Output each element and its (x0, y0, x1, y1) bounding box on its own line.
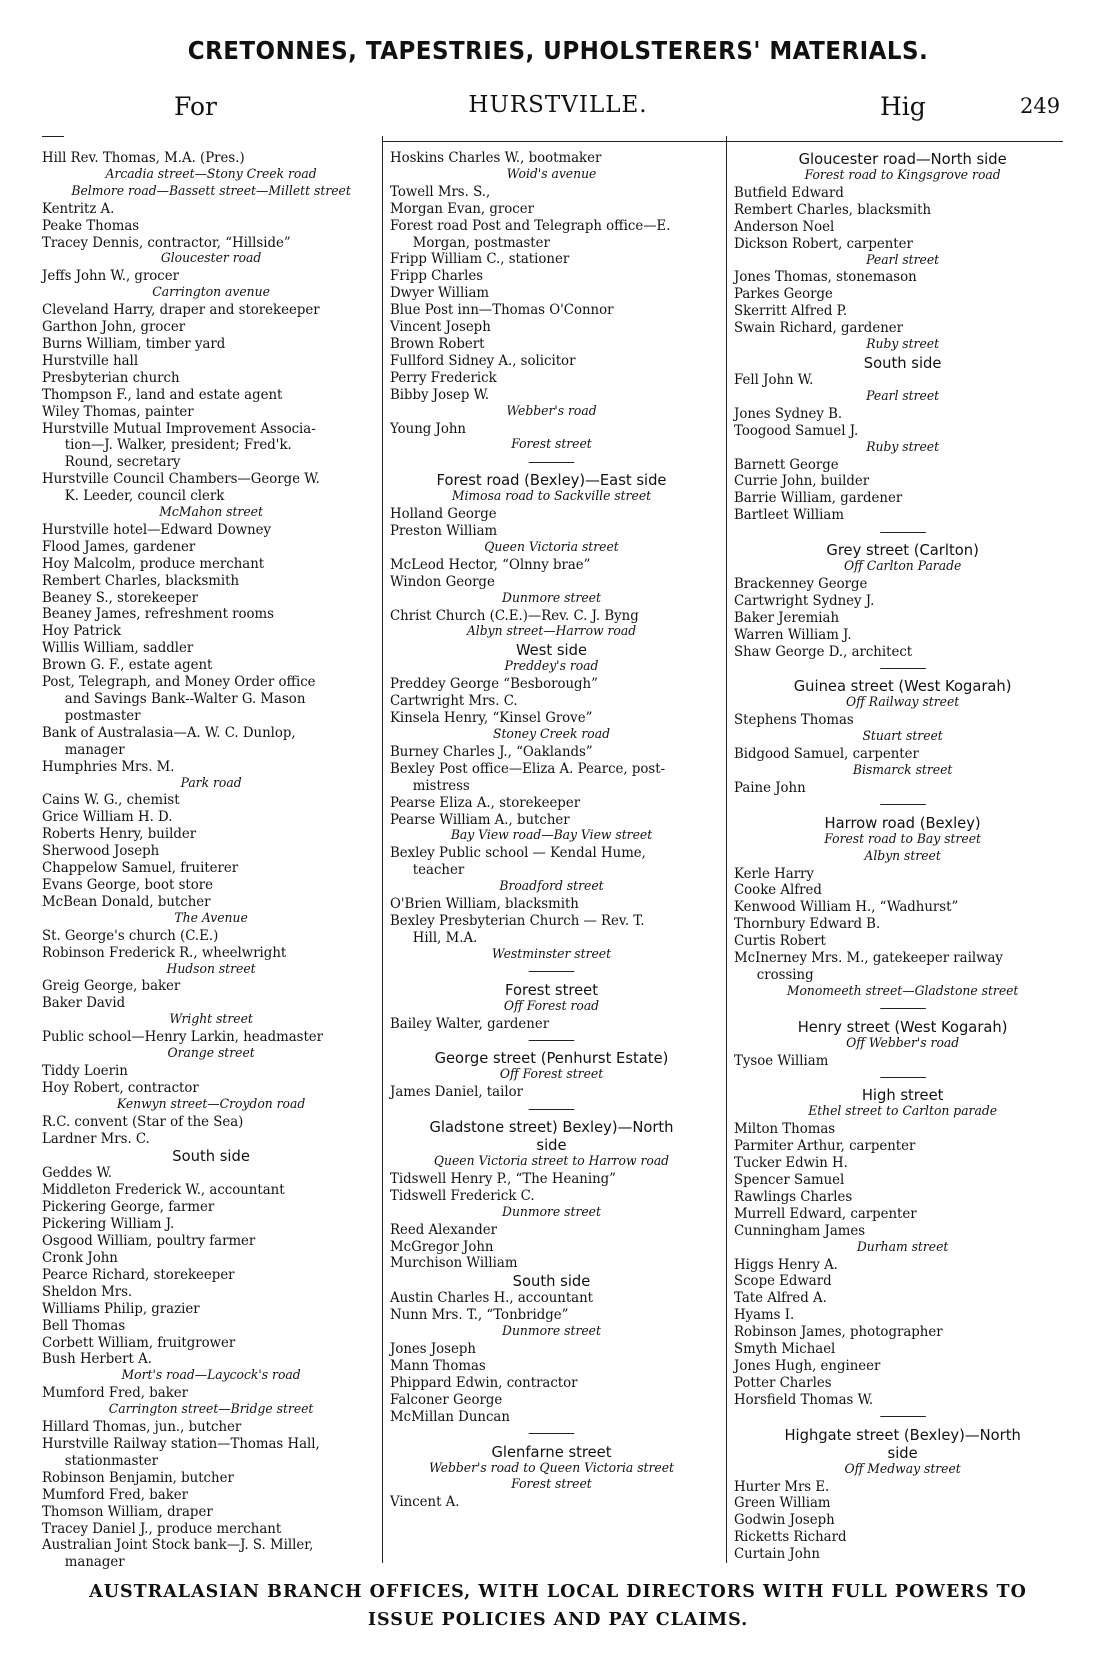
continuation-line: and Savings Bank--Walter G. Mason (64, 691, 306, 707)
section-heading: Forest road (Bexley)—East side (436, 471, 667, 490)
continuation-line: manager (64, 741, 125, 758)
directory-entry: Baker David (42, 995, 126, 1012)
directory-entry: Jones Hugh, engineer (734, 1358, 881, 1374)
directory-entry: Toogood Samuel J. (734, 422, 859, 439)
street-subheading: Durham street (856, 1239, 949, 1255)
street-subheading: Forest road to Bay street (824, 831, 981, 847)
directory-entry: Rembert Charles, blacksmith (734, 201, 932, 218)
street-subheading: Off Forest road (503, 998, 600, 1014)
directory-entry: McBean Donald, butcher (42, 893, 211, 910)
continuation-line: stationmaster (64, 1452, 159, 1469)
section-heading: Gloucester road—North side (798, 150, 1007, 168)
directory-entry: Hillard Thomas, jun., butcher (42, 1419, 242, 1436)
street-subheading: Queen Victoria street (484, 539, 619, 555)
directory-entry: Nunn Mrs. T., “Tonbridge” (390, 1307, 569, 1324)
column-divider-2 (726, 136, 727, 1563)
directory-entry: Beaney S., storekeeper (42, 589, 199, 606)
section-rule (390, 964, 713, 981)
directory-entry: Thompson F., land and estate agent (42, 386, 283, 403)
directory-entry: Rembert Charles, blacksmith (42, 572, 240, 589)
directory-entry: Jones Sydney B. (734, 405, 843, 422)
directory-entry: Ricketts Richard (734, 1529, 847, 1546)
section-heading: South side (512, 1272, 591, 1291)
directory-entry: Brown Robert (390, 335, 485, 352)
street-subheading: Monomeeth street—Gladstone street (786, 983, 1019, 999)
directory-entry: Barnett George (734, 456, 839, 473)
directory-entry: Vincent Joseph (390, 319, 491, 336)
street-subheading: Ethel street to Carlton parade (808, 1104, 998, 1120)
directory-entry: Reed Alexander (390, 1221, 497, 1238)
directory-entry: Bank of Australasia—A. W. C. Dunlop, (42, 724, 296, 741)
directory-entry: Bartleet William (734, 507, 844, 524)
directory-entry: Stephens Thomas (734, 712, 854, 729)
header-short-rule (42, 136, 64, 137)
section-rule (734, 524, 1071, 541)
section-rule (390, 1426, 713, 1443)
continuation-line: teacher (412, 862, 465, 879)
directory-entry: Parkes George (734, 286, 833, 303)
directory-entry: Warren William J. (734, 626, 852, 643)
section-rule (734, 797, 1071, 814)
directory-entry: Sheldon Mrs. (42, 1283, 133, 1300)
directory-entry: McMillan Duncan (390, 1408, 510, 1425)
street-subheading: Dunmore street (502, 1204, 601, 1220)
section-rule (734, 1001, 1071, 1018)
directory-entry: Falconer George (390, 1391, 503, 1408)
directory-entry: Higgs Henry A. (734, 1256, 838, 1273)
street-subheading: Carrington street—Bridge street (108, 1402, 314, 1418)
section-heading: Highgate street (Bexley)—North (784, 1425, 1021, 1444)
directory-entry: Tysoe William (734, 1052, 829, 1069)
section-heading: Harrow road (Bexley) (824, 813, 981, 832)
directory-entry: O'Brien William, blacksmith (390, 896, 579, 913)
directory-entry: Cains W. G., chemist (42, 792, 180, 809)
directory-entry: Thornbury Edward B. (734, 916, 881, 933)
directory-entry: Middleton Frederick W., accountant (42, 1182, 285, 1199)
directory-entry: Paine John (734, 779, 806, 796)
banner-title: CRETONNES, TAPESTRIES, UPHOLSTERERS' MATERIALS. (187, 36, 929, 65)
section-rule (390, 454, 713, 471)
rule-mark (880, 668, 926, 669)
directory-entry: McInerney Mrs. M., gatekeeper railway (734, 950, 1003, 967)
directory-entry: Spencer Samuel (734, 1172, 845, 1189)
directory-entry: Tidswell Frederick C. (390, 1187, 535, 1204)
directory-entry: Bexley Public school — Kendal Hume, (390, 845, 646, 862)
directory-entry: Barrie William, gardener (734, 490, 903, 507)
directory-entry: Grice William H. D. (42, 809, 173, 826)
directory-entry: Mann Thomas (390, 1358, 486, 1374)
section-heading: Grey street (Carlton) (826, 541, 979, 560)
street-subheading: Bay View road—Bay View street (450, 828, 653, 844)
street-subheading: The Avenue (174, 910, 248, 926)
directory-entry: Perry Frederick (390, 369, 497, 386)
directory-entry: Dwyer William (390, 285, 490, 302)
section-heading: South side (863, 353, 942, 372)
directory-column-1 (42, 150, 380, 1571)
directory-entry: Baker Jeremiah (734, 609, 840, 626)
street-subheading: Arcadia street—Stony Creek road (105, 166, 317, 182)
directory-entry: Tidswell Henry P., “The Heaning” (390, 1170, 616, 1187)
rule-mark (880, 1008, 926, 1009)
street-subheading: Off Carlton Parade (843, 559, 962, 575)
street-subheading: Webber's road (506, 403, 597, 419)
directory-entry: St. George's church (C.E.) (42, 927, 219, 944)
directory-entry: Bidgood Samuel, carpenter (734, 746, 919, 763)
directory-entry: Kinsela Henry, “Kinsel Grove” (390, 710, 593, 727)
street-subheading: Albyn street—Harrow road (466, 624, 637, 640)
directory-entry: Austin Charles H., accountant (390, 1290, 594, 1307)
street-subheading: Forest street (511, 437, 592, 453)
directory-column-2 (390, 150, 713, 1511)
continuation-line: mistress (412, 777, 470, 794)
directory-entry: Jones Thomas, stonemason (734, 269, 917, 286)
directory-entry: Holland George (390, 506, 497, 523)
section-heading: George street (Penhurst Estate) (434, 1049, 669, 1068)
directory-entry: Smyth Michael (734, 1341, 836, 1358)
directory-entry: Chappelow Samuel, fruiterer (42, 860, 239, 877)
directory-entry: Mumford Fred, baker (42, 1486, 188, 1503)
directory-entry: Hurstville hall (42, 352, 139, 369)
directory-entry: Public school—Henry Larkin, headmaster (42, 1029, 324, 1046)
street-subheading: Mort's road—Laycock's road (121, 1368, 301, 1384)
directory-entry: Rawlings Charles (734, 1188, 853, 1205)
directory-entry: Murrell Edward, carpenter (734, 1205, 917, 1222)
directory-entry: Pearse William A., butcher (390, 811, 570, 828)
directory-entry: Fripp Charles (390, 268, 484, 285)
directory-entry: Robinson Benjamin, butcher (42, 1469, 234, 1486)
directory-entry: Bibby Josep W. (390, 386, 490, 403)
directory-entry: Morgan Evan, grocer (390, 200, 534, 217)
street-subheading: Stuart street (862, 729, 943, 745)
section-heading: High street (861, 1086, 944, 1105)
directory-entry: Williams Philip, grazier (42, 1300, 200, 1317)
rule-mark (529, 971, 575, 972)
directory-entry: Peake Thomas (42, 217, 140, 234)
directory-entry: Christ Church (C.E.)—Rev. C. J. Byng (390, 607, 639, 624)
rule-mark (880, 532, 926, 533)
section-heading: side (536, 1136, 567, 1155)
directory-entry: Parmiter Arthur, carpenter (734, 1138, 916, 1155)
header-rule (383, 141, 1063, 142)
directory-entry: Robinson Frederick R., wheelwright (42, 944, 287, 961)
section-heading: Forest street (505, 980, 598, 999)
section-rule (734, 1070, 1071, 1087)
directory-entry: Kenwood William H., “Wadhurst” (734, 899, 959, 916)
directory-entry: Fripp William C., stationer (390, 251, 570, 268)
section-rule (734, 660, 1071, 677)
street-subheading: Mimosa road to Sackville street (451, 489, 652, 505)
directory-entry: Garthon John, grocer (42, 319, 186, 336)
directory-entry: Kentritz A. (42, 200, 115, 217)
section-rule (390, 1101, 713, 1118)
street-subheading: Bismarck street (852, 763, 953, 778)
directory-entry: Brackenney George (734, 575, 868, 592)
directory-entry: Potter Charles (734, 1374, 832, 1391)
directory-entry: Fell John W. (734, 371, 814, 388)
directory-entry: Hoy Patrick (42, 623, 122, 640)
directory-entry: Hoy Robert, contractor (42, 1079, 199, 1096)
section-rule (390, 1032, 713, 1049)
directory-entry: Young John (390, 420, 466, 437)
directory-entry: Bexley Post office—Eliza A. Pearce, post- (390, 760, 666, 777)
continuation-line: Round, secretary (64, 454, 181, 471)
street-subheading: Ruby street (866, 337, 940, 353)
directory-entry: Forest road Post and Telegraph office—E. (390, 217, 671, 234)
rule-mark (529, 462, 575, 463)
street-subheading: Hudson street (166, 961, 256, 977)
street-subheading: Off Webber's road (846, 1035, 960, 1051)
directory-entry: Cleveland Harry, draper and storekeeper (42, 302, 320, 319)
directory-entry: Horsfield Thomas W. (734, 1391, 874, 1408)
directory-entry: Milton Thomas (734, 1121, 836, 1138)
directory-entry: Skerritt Alfred P. (734, 303, 848, 320)
street-subheading: Dunmore street (502, 1324, 601, 1340)
directory-entry: Anderson Noel (734, 218, 835, 235)
street-subheading: Webber's road to Queen Victoria street (428, 1460, 675, 1476)
street-subheading: Dunmore street (502, 590, 601, 606)
street-subheading: Park road (180, 775, 242, 791)
section-heading: Henry street (West Kogarah) (797, 1017, 1008, 1036)
directory-entry: Bush Herbert A. (42, 1351, 152, 1368)
directory-entry: Bell Thomas (42, 1317, 126, 1334)
column-divider-1 (382, 136, 383, 1563)
directory-entry: Murchison William (390, 1255, 518, 1272)
street-subheading: Pearl street (866, 252, 940, 268)
section-heading: Guinea street (West Kogarah) (793, 677, 1012, 696)
rule-mark (880, 1077, 926, 1078)
directory-entry: Corbett William, fruitgrower (42, 1334, 236, 1351)
directory-entry: Burney Charles J., “Oaklands” (390, 743, 593, 760)
directory-entry: Cronk John (42, 1250, 118, 1266)
directory-entry: Preddey George “Besborough” (390, 676, 598, 693)
directory-entry: Beaney James, refreshment rooms (42, 606, 274, 623)
continuation-line: tion—J. Walker, president; Fred'k. (64, 437, 292, 454)
street-subheading: Pearl street (866, 388, 940, 404)
continuation-line: K. Leeder, council clerk (64, 488, 225, 505)
continuation-line: Morgan, postmaster (412, 234, 550, 251)
street-subheading: Ruby street (866, 439, 940, 455)
rule-mark (529, 1040, 575, 1041)
continuation-line: postmaster (64, 707, 141, 724)
directory-entry: Hurstville Council Chambers—George W. (42, 471, 320, 488)
rule-mark (880, 1416, 926, 1417)
street-subheading: Westminster street (491, 946, 612, 962)
directory-entry: Wiley Thomas, painter (42, 403, 194, 420)
directory-entry: Cunningham James (734, 1222, 866, 1239)
continuation-line: Hill, M.A. (412, 929, 478, 946)
street-subheading: Kenwyn street—Croydon road (116, 1096, 306, 1112)
directory-entry: Cartwright Mrs. C. (390, 693, 518, 710)
directory-entry: Pearse Eliza A., storekeeper (390, 794, 581, 811)
directory-entry: Tiddy Loerin (42, 1062, 128, 1079)
directory-entry: Australian Joint Stock bank—J. S. Miller, (42, 1537, 314, 1554)
directory-entry: Hurstville Mutual Improvement Associa- (42, 420, 316, 437)
directory-entry: Scope Edward (734, 1273, 832, 1290)
footer-line-1: AUSTRALASIAN BRANCH OFFICES, WITH LOCAL DIRECTORS WITH FULL POWERS TO (89, 1582, 1027, 1602)
street-subheading: Broadford street (499, 879, 604, 895)
directory-entry: Fullford Sidney A., solicitor (390, 352, 576, 369)
directory-entry: Geddes W. (42, 1165, 113, 1182)
directory-entry: Burns William, timber yard (42, 335, 226, 352)
street-subheading: Carrington avenue (152, 285, 270, 301)
directory-entry: Greig George, baker (42, 978, 181, 995)
continuation-line: crossing (756, 966, 814, 983)
directory-entry: Hill Rev. Thomas, M.A. (Pres.) (42, 150, 245, 166)
directory-entry: Roberts Henry, builder (42, 826, 197, 843)
street-subheading: Albyn street (864, 848, 941, 864)
directory-entry: Tate Alfred A. (734, 1290, 827, 1307)
directory-entry: Sherwood Joseph (42, 843, 160, 860)
header-locality: HURSTVILLE. (468, 92, 648, 118)
directory-entry: Mumford Fred, baker (42, 1385, 188, 1402)
directory-entry: Pickering William J. (42, 1216, 175, 1233)
street-subheading: Wright street (169, 1012, 253, 1028)
directory-entry: McLeod Hector, “Olnny brae” (390, 556, 591, 573)
street-subheading: Forest street (511, 1477, 592, 1493)
directory-entry: R.C. convent (Star of the Sea) (42, 1113, 244, 1130)
directory-entry: Godwin Joseph (734, 1512, 835, 1529)
directory-entry: Hurter Mrs E. (734, 1478, 830, 1495)
directory-entry: Green William (734, 1495, 831, 1512)
street-subheading: Preddey's road (504, 659, 599, 675)
directory-entry: Humphries Mrs. M. (42, 758, 175, 775)
directory-entry: Curtain John (734, 1546, 820, 1563)
directory-entry: James Daniel, tailor (390, 1084, 523, 1101)
directory-entry: Hurstville hotel—Edward Downey (42, 521, 272, 538)
directory-entry: Pearce Richard, storekeeper (42, 1266, 235, 1283)
directory-entry: Bailey Walter, gardener (390, 1015, 550, 1032)
directory-entry: Thomson William, draper (42, 1503, 213, 1520)
directory-entry: Kerle Harry (734, 865, 814, 882)
directory-entry: McGregor John (390, 1238, 494, 1255)
directory-entry: Tucker Edwin H. (734, 1155, 848, 1172)
street-subheading: Stoney Creek road (492, 727, 610, 742)
directory-entry: Curtis Robert (734, 933, 826, 950)
directory-entry: Willis William, saddler (42, 640, 194, 657)
directory-entry: Hoy Malcolm, produce merchant (42, 555, 265, 572)
directory-entry: Jones Joseph (390, 1341, 476, 1358)
rule-mark (880, 804, 926, 805)
directory-entry: Swain Richard, gardener (734, 320, 903, 337)
directory-entry: Phippard Edwin, contractor (390, 1374, 578, 1391)
street-subheading: Belmore road—Bassett street—Millett street (71, 183, 351, 199)
header-right-catchword: Hig (880, 92, 926, 121)
directory-entry: Vincent A. (390, 1494, 460, 1511)
directory-entry: Hurstville Railway station—Thomas Hall, (42, 1435, 320, 1452)
footer-line-2: ISSUE POLICIES AND PAY CLAIMS. (367, 1610, 749, 1630)
street-subheading: McMahon street (159, 505, 263, 521)
street-subheading: Off Medway street (844, 1461, 961, 1477)
directory-entry: Windon George (390, 573, 495, 590)
directory-entry: Evans George, boot store (42, 876, 213, 893)
directory-entry: Cooke Alfred (734, 882, 822, 899)
section-heading: side (887, 1443, 918, 1462)
street-subheading: Gloucester road (160, 251, 262, 267)
section-heading: Glenfarne street (491, 1442, 612, 1461)
directory-entry: Jeffs John W., grocer (42, 268, 179, 285)
street-subheading: Forest road to Kingsgrove road (804, 168, 1001, 183)
street-subheading: Woid's avenue (506, 166, 597, 182)
section-heading: South side (172, 1147, 250, 1166)
section-rule (734, 1409, 1071, 1426)
continuation-line: manager (64, 1554, 125, 1571)
directory-entry: Hyams I. (734, 1307, 795, 1324)
rule-mark (529, 1109, 575, 1110)
directory-entry: Post, Telegraph, and Money Order office (42, 674, 316, 691)
directory-entry: Brown G. F., estate agent (42, 657, 213, 674)
section-heading: Gladstone street) Bexley)—North (429, 1118, 674, 1137)
directory-column-3 (734, 150, 1071, 1563)
header-left-catchword: For (174, 92, 217, 121)
rule-mark (529, 1433, 575, 1434)
directory-entry: Dickson Robert, carpenter (734, 235, 913, 252)
directory-entry: Robinson James, photographer (734, 1324, 943, 1341)
directory-entry: Preston William (390, 523, 498, 540)
page-number: 249 (1020, 94, 1061, 118)
street-subheading: Off Railway street (845, 695, 960, 711)
directory-entry: Tracey Daniel J., produce merchant (42, 1520, 282, 1537)
directory-entry: Butfield Edward (734, 184, 844, 201)
street-subheading: Off Forest street (499, 1067, 604, 1083)
directory-entry: Pickering George, farmer (42, 1199, 215, 1216)
directory-entry: Hoskins Charles W., bootmaker (390, 150, 602, 166)
directory-entry: Cartwright Sydney J. (734, 592, 875, 609)
directory-entry: Tracey Dennis, contractor, “Hillside” (42, 234, 291, 251)
directory-entry: Currie John, builder (734, 473, 870, 490)
directory-entry: Blue Post inn—Thomas O'Connor (390, 302, 614, 319)
street-subheading: Orange street (167, 1046, 255, 1062)
directory-entry: Presbyterian church (42, 369, 180, 386)
directory-entry: Osgood William, poultry farmer (42, 1233, 256, 1250)
directory-entry: Flood James, gardener (42, 538, 196, 555)
section-heading: West side (515, 641, 588, 660)
directory-entry: Bexley Presbyterian Church — Rev. T. (390, 912, 645, 929)
directory-entry: Lardner Mrs. C. (42, 1130, 150, 1147)
directory-entry: Towell Mrs. S., (390, 183, 491, 200)
directory-entry: Shaw George D., architect (734, 643, 913, 660)
street-subheading: Queen Victoria street to Harrow road (433, 1154, 670, 1170)
